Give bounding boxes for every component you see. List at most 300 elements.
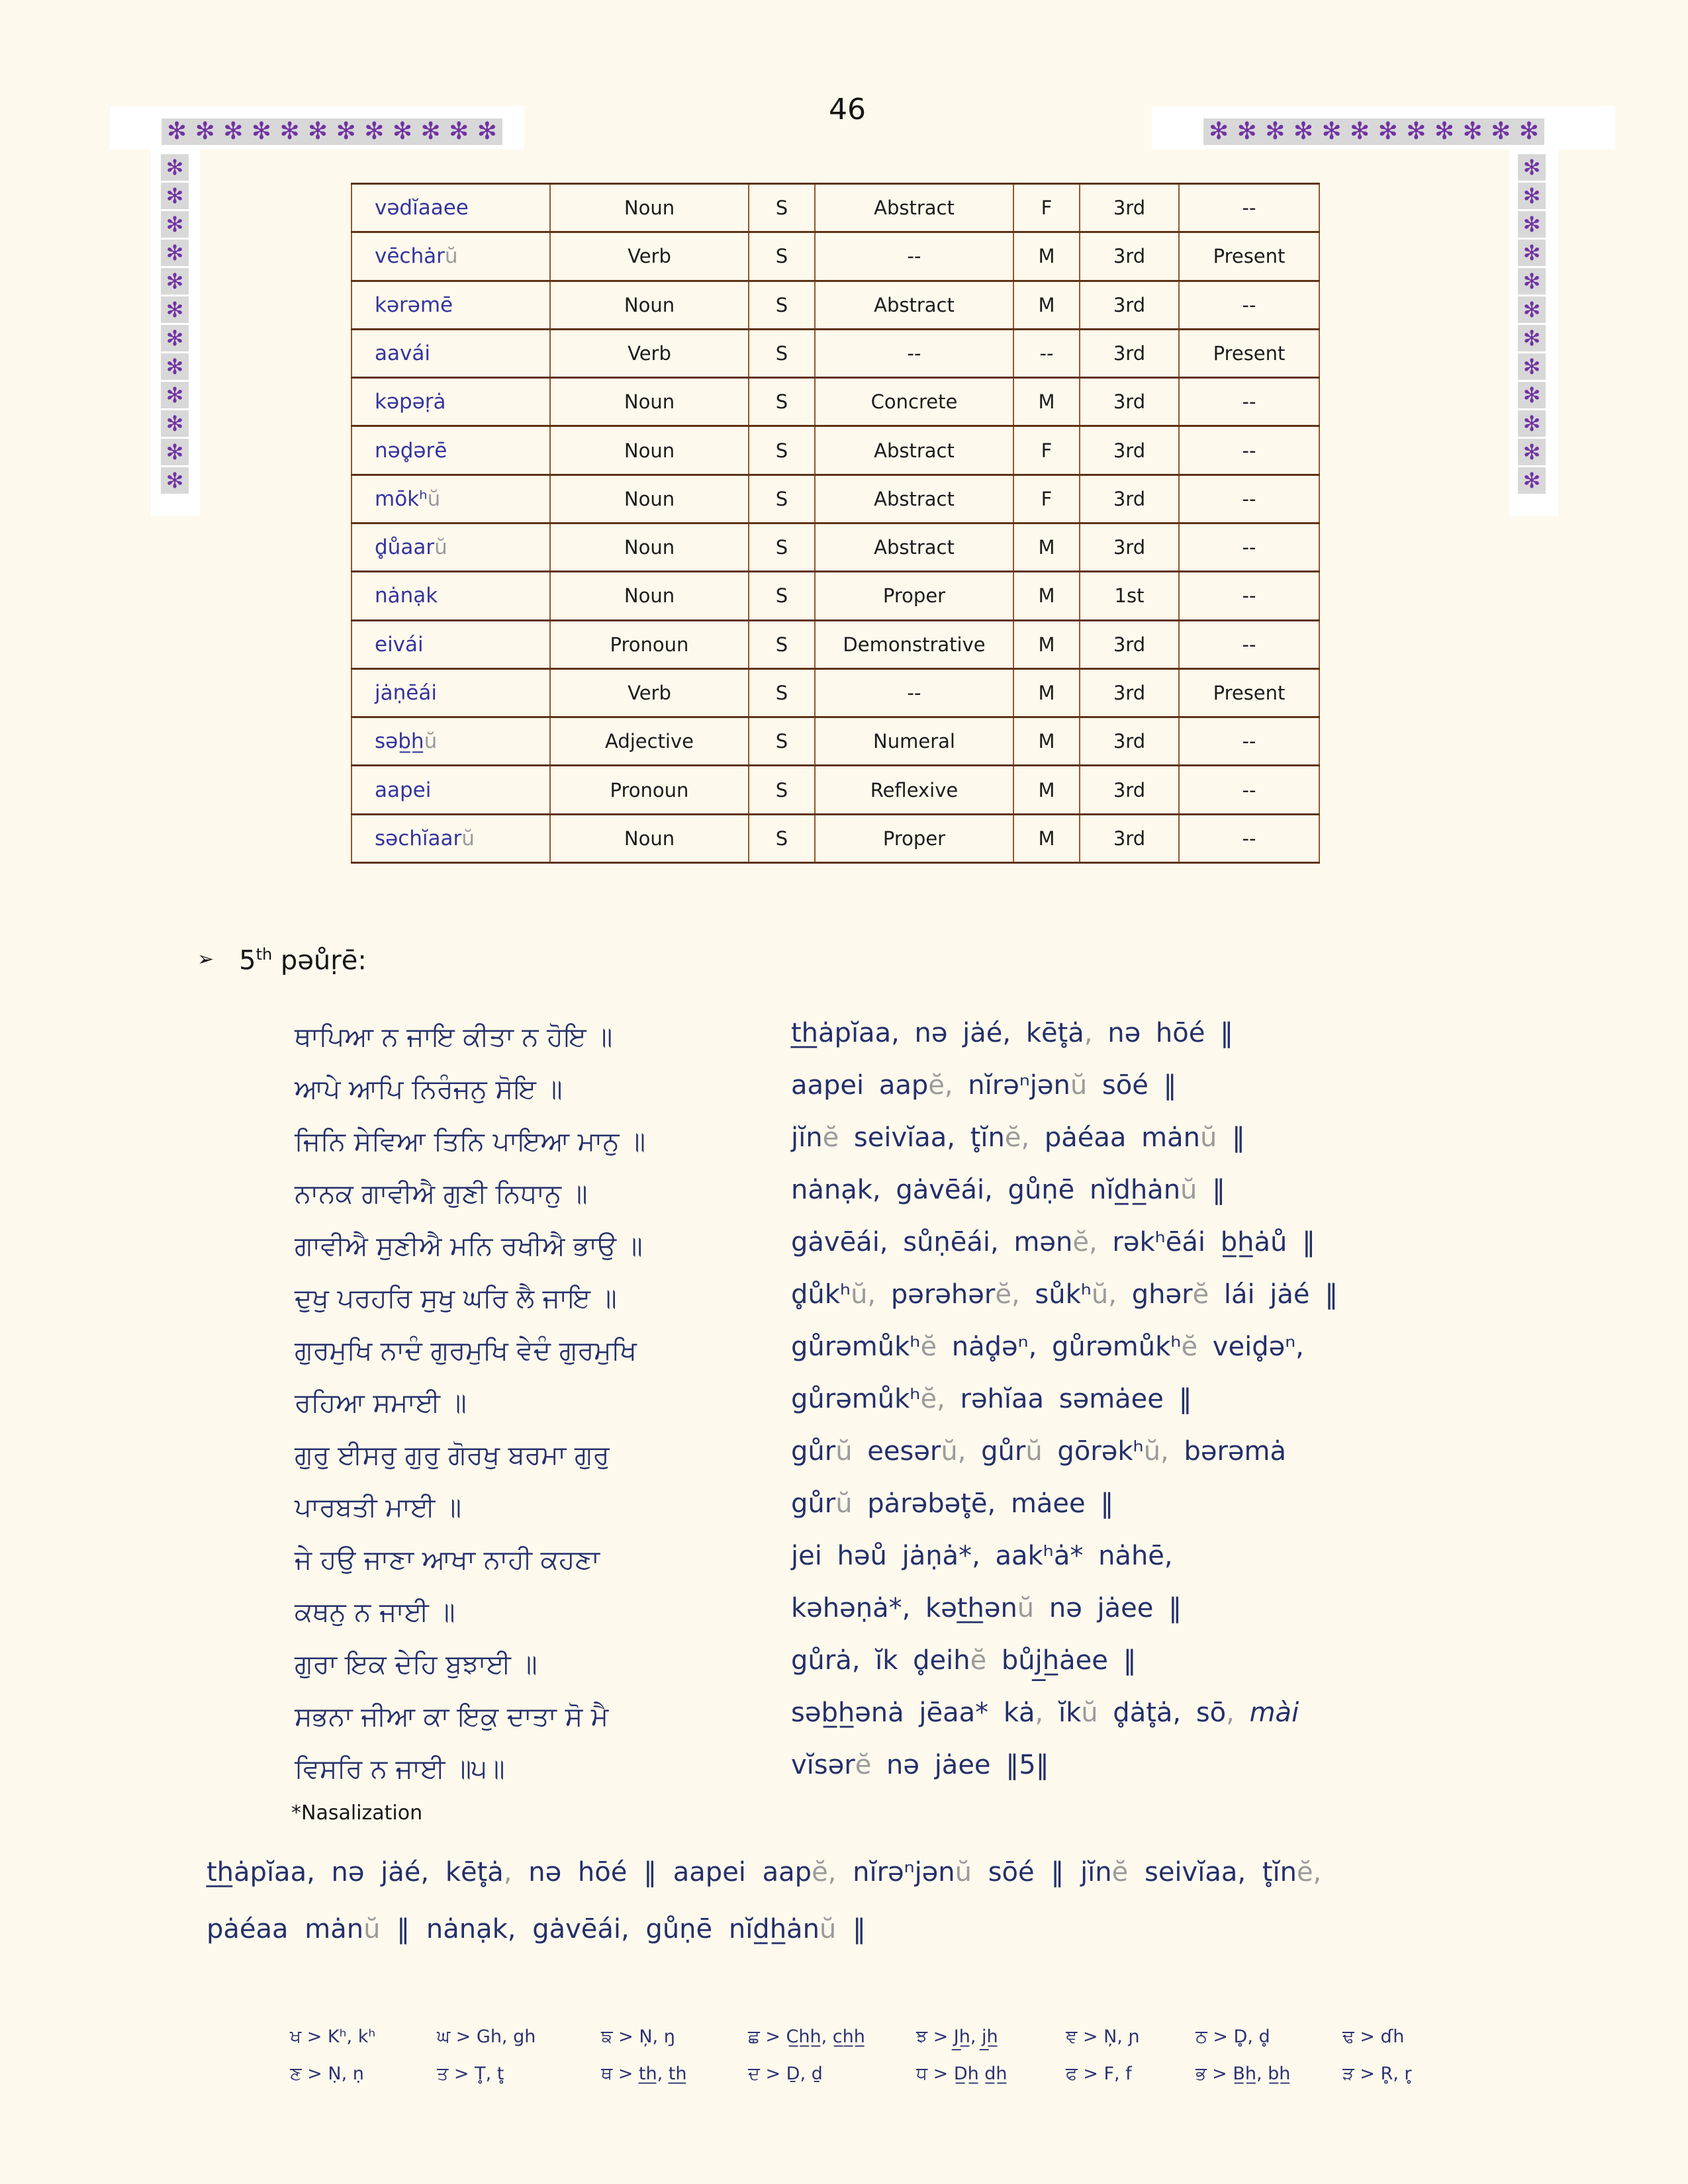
legend-item [1066, 2026, 1196, 2048]
text-segment: ŭ [1025, 1436, 1043, 1467]
flower-cell [161, 410, 189, 437]
flower-cell [1518, 439, 1546, 465]
text-segment: ŭ [1180, 1175, 1197, 1205]
flower-cell [161, 467, 189, 494]
number-cell: S [749, 523, 815, 571]
legend-item [1196, 2026, 1342, 2048]
text-segment: ĭk [1043, 1698, 1082, 1728]
verse-line [295, 1436, 1552, 1488]
gender-cell: M [1013, 620, 1080, 668]
flower-icon: ✻ [477, 118, 497, 145]
word-cell [352, 426, 550, 475]
transliteration-text [791, 1384, 1192, 1414]
flower-cell [1518, 467, 1546, 494]
text-segment: ŭ [819, 1914, 837, 1944]
text-segment: nĭrəⁿjən [953, 1070, 1070, 1101]
flower-cell [161, 268, 189, 295]
pos-cell: Verb [550, 232, 749, 281]
flower-icon: ✻ [1491, 118, 1511, 145]
legend-separator: > [1354, 2026, 1381, 2047]
flower-cell [161, 353, 189, 380]
flower-cell [161, 183, 189, 209]
word-cell [352, 668, 550, 717]
verse-line [295, 1384, 1552, 1436]
text-segment: mài [1249, 1698, 1299, 1728]
latin-forms: t̲h̲, t̲h̲ [638, 2064, 687, 2084]
table-row [352, 668, 1319, 717]
legend-grid [290, 2019, 1462, 2093]
gurmukhi-text: ਵਿਸਰਿ ਨ ਜਾਈ ॥੫॥ [295, 1754, 505, 1784]
text-segment: ‖ nȧnạk, gȧvēái, gůṇē nĭd̲h̲ȧn [380, 1914, 820, 1944]
text-segment: bůj̲h̲ȧee ‖ [986, 1645, 1137, 1676]
gurmukhi-letter: ਫ [1066, 2064, 1078, 2084]
flower-cell [161, 325, 189, 351]
gender-cell: F [1013, 475, 1080, 523]
text-segment: kəhəṇȧ*, kət̲h̲ən [791, 1593, 1017, 1623]
gender-cell: M [1013, 717, 1080, 766]
tense-cell: -- [1179, 184, 1319, 232]
text-segment: ĕ [920, 1332, 937, 1362]
category-cell: Abstract [815, 475, 1013, 523]
category-cell: Concrete [815, 378, 1013, 426]
person-cell: 3rd [1080, 281, 1179, 329]
text-segment: ĕ [1192, 1279, 1209, 1310]
flower-icon: ✻ [1523, 326, 1541, 351]
text-segment: ĕ [1181, 1332, 1198, 1362]
flower-icon: ✻ [336, 118, 356, 145]
flower-icon: ✻ [1523, 155, 1541, 180]
text-segment: ŭ [363, 1914, 381, 1944]
text-segment: ĕ [822, 1122, 839, 1153]
category-cell: Numeral [815, 717, 1013, 766]
page-number: 46 [829, 93, 866, 126]
text-segment: kəpəṛȧ [375, 390, 446, 414]
flower-icon: ✻ [279, 118, 300, 145]
text-segment: ŭ [461, 826, 475, 850]
tense-cell: -- [1179, 281, 1319, 329]
gurmukhi-letter: ਤ [437, 2064, 449, 2084]
number-cell: S [749, 668, 815, 717]
text-segment: gůr [791, 1436, 836, 1467]
flower-icon: ✻ [1523, 240, 1541, 265]
gurmukhi-text: ਗਾਵੀਐ ਸੁਣੀਐ ਮਨਿ ਰਖੀਐ ਭਾਉ ॥ [295, 1231, 643, 1261]
gender-cell: M [1013, 378, 1080, 426]
gurmukhi-text: ਗੁਰੁ ਈਸਰੁ ਗੁਰੁ ਗੋਰਖੁ ਬਰਮਾ ਗੁਰੁ [295, 1440, 610, 1471]
flower-icon: ✻ [1265, 118, 1286, 145]
person-cell: 3rd [1080, 378, 1179, 426]
person-cell: 3rd [1080, 717, 1179, 766]
flower-cell [1518, 296, 1546, 323]
gurmukhi-letter: ਢ [1342, 2026, 1354, 2047]
flower-icon: ✻ [1462, 118, 1483, 145]
latin-forms: Ṇ, ṇ [328, 2064, 364, 2084]
latin-forms: R̥, r̥ [1380, 2064, 1412, 2084]
flower-icon: ✻ [223, 118, 244, 145]
person-cell: 3rd [1080, 766, 1179, 814]
text-segment: d̥ůaar [375, 535, 435, 560]
gurmukhi-letter: ਠ [1196, 2026, 1207, 2047]
text-segment: gůr [791, 1488, 836, 1519]
flower-cell [1518, 183, 1546, 209]
category-cell: Reflexive [815, 766, 1013, 814]
gurmukhi-text: ਦੁਖੁ ਪਰਹਰਿ ਸੁਖੁ ਘਰਿ ਲੈ ਜਾਇ ॥ [295, 1283, 617, 1314]
table-row [352, 572, 1319, 620]
legend-item [290, 2064, 437, 2085]
text-segment: gůrəmůkʰ [791, 1332, 921, 1362]
verse-line [295, 1698, 1552, 1750]
flower-icon: ✻ [1523, 297, 1541, 322]
latin-forms: C̲h̲h̲, c̲h̲h̲ [786, 2026, 865, 2047]
text-segment: gȧvēái, sůṇēái, mən [791, 1227, 1073, 1257]
pos-cell: Pronoun [550, 766, 749, 814]
text-segment: nȧd̥əⁿ, gůrəmůkʰ [937, 1332, 1182, 1362]
text-segment: ŭ [1070, 1070, 1088, 1101]
pos-cell: Noun [550, 184, 749, 232]
tense-cell: -- [1179, 766, 1319, 814]
transliteration-text [791, 1488, 1113, 1519]
verse-line [295, 1018, 1552, 1070]
tense-cell: -- [1179, 523, 1319, 571]
latin-forms: Ḏ, ḏ [786, 2064, 823, 2084]
text-segment: ĕ, [928, 1070, 953, 1101]
legend-separator: > [612, 2026, 639, 2047]
transliteration-text [791, 1070, 1177, 1101]
person-cell: 3rd [1080, 232, 1179, 281]
flower-icon: ✻ [165, 155, 184, 180]
flower-cell [1518, 410, 1546, 437]
table-row [352, 620, 1319, 668]
transliteration-text [791, 1541, 1173, 1571]
flower-icon: ✻ [167, 118, 187, 145]
table-row [352, 329, 1319, 377]
flower-icon: ✻ [1523, 354, 1541, 379]
verse-line [295, 1070, 1552, 1122]
gurmukhi-text: ਜੇ ਹਉ ਜਾਣਾ ਆਖਾ ਨਾਹੀ ਕਹਣਾ [295, 1545, 600, 1575]
text-segment: seivĭaa, t̥ĭn [1128, 1857, 1297, 1888]
text-segment [1235, 1698, 1250, 1728]
verse-line [295, 1122, 1552, 1175]
number-cell: S [749, 717, 815, 766]
latin-forms: Gh, gh [476, 2026, 536, 2047]
tense-cell: -- [1179, 814, 1319, 862]
category-cell: -- [815, 329, 1013, 377]
flower-icon: ✻ [1523, 183, 1541, 208]
pos-cell: Noun [550, 475, 749, 523]
category-cell: Demonstrative [815, 620, 1013, 668]
gurmukhi-text: ਨਾਨਕ ਗਾਵੀਐ ਗੁਣੀ ਨਿਧਾਨੁ ॥ [295, 1179, 588, 1209]
text-segment: nəd̥ərē [375, 438, 447, 463]
flower-icon: ✻ [1523, 269, 1541, 294]
flower-icon: ✻ [165, 411, 184, 436]
flower-icon: ✻ [1523, 468, 1541, 493]
category-cell: Abstract [815, 281, 1013, 329]
legend-item [916, 2026, 1066, 2048]
text-segment: vədĭaaee [375, 196, 469, 220]
gender-cell: M [1013, 572, 1080, 620]
pos-cell: Noun [550, 378, 749, 426]
number-cell: S [749, 426, 815, 475]
verse-line [295, 1750, 1552, 1802]
gender-cell: M [1013, 766, 1080, 814]
tense-cell: Present [1179, 329, 1319, 377]
number-cell: S [749, 572, 815, 620]
gurmukhi-letter: ਞ [1066, 2026, 1078, 2047]
category-cell: Proper [815, 814, 1013, 862]
word-cell [352, 475, 550, 523]
category-cell: -- [815, 668, 1013, 717]
text-segment: səb̲h̲ [375, 729, 424, 754]
text-segment: nȧnạk, gȧvēái, gůṇē nĭd̲h̲ȧn [791, 1175, 1181, 1205]
pos-cell: Noun [550, 426, 749, 475]
text-segment: səchĭaar [375, 826, 462, 850]
legend-separator: > [759, 2064, 786, 2084]
transliteration-text [791, 1698, 1299, 1728]
category-cell: Abstract [815, 184, 1013, 232]
text-segment: ŭ [427, 486, 441, 511]
grammar-analysis-table [351, 183, 1320, 864]
text-segment: sōé ‖ [1087, 1070, 1177, 1101]
gurmukhi-text: ਕਥਨੁ ਨ ਜਾਈ ॥ [295, 1597, 455, 1627]
transliteration-text [791, 1122, 1245, 1153]
verse-line [295, 1332, 1552, 1384]
flower-icon: ✻ [1523, 383, 1541, 408]
flower-icon: ✻ [165, 468, 184, 493]
legend-separator: > [1077, 2026, 1104, 2047]
text-segment: ĕ, [920, 1384, 945, 1414]
flower-cell [1518, 325, 1546, 351]
text-segment: sůkʰ [1019, 1279, 1092, 1310]
gender-cell: -- [1013, 329, 1080, 377]
gurmukhi-letter: ਛ [748, 2026, 760, 2047]
text-segment: ĕ, [1072, 1227, 1098, 1257]
gurmukhi-text: ਗੁਰਾ ਇਕ ਦੇਹਿ ਬੁਝਾਈ ॥ [295, 1649, 538, 1680]
table-row [352, 378, 1319, 426]
text-segment: t̲h̲ȧpĭaa, nə jȧé, kēt̥ȧ [207, 1857, 504, 1888]
pos-cell: Adjective [550, 717, 749, 766]
flower-border-left-column [161, 154, 189, 494]
legend-item [748, 2064, 916, 2085]
person-cell: 1st [1080, 572, 1179, 620]
person-cell: 3rd [1080, 814, 1179, 862]
transliteration-text [791, 1018, 1233, 1048]
text-segment: veid̥əⁿ, [1197, 1332, 1304, 1362]
text-segment: mōkʰ [375, 486, 428, 511]
analysis-table-body [352, 184, 1319, 863]
text-segment: vēchȧr [375, 244, 445, 269]
legend-separator: > [759, 2026, 786, 2047]
flower-icon: ✻ [165, 326, 184, 351]
text-segment: , [503, 1857, 512, 1888]
flower-icon: ✻ [195, 118, 215, 145]
text-segment: ĕ [855, 1750, 872, 1780]
text-segment: ŭ, [1143, 1436, 1169, 1467]
pos-cell: Noun [550, 572, 749, 620]
word-cell [352, 572, 550, 620]
pos-cell: Noun [550, 281, 749, 329]
legend-separator: > [301, 2064, 328, 2084]
flower-icon: ✻ [165, 354, 184, 379]
legend-item [1342, 2026, 1462, 2048]
gurmukhi-text: ਆਪੇ ਆਪਿ ਨਿਰੰਜਨੁ ਸੋਇ ॥ [295, 1074, 563, 1105]
verse-line [295, 1645, 1552, 1698]
number-cell: S [749, 281, 815, 329]
latin-forms: Ņ, ɲ [1103, 2026, 1140, 2047]
text-segment: ‖ [836, 1914, 866, 1944]
text-segment: rəkʰēái b̲h̲ȧů ‖ [1097, 1227, 1316, 1257]
verse-line [295, 1175, 1552, 1227]
flower-icon: ✻ [1321, 118, 1342, 145]
text-segment: pȧéaa mȧn [207, 1914, 364, 1944]
flower-cell [161, 439, 189, 465]
legend-separator: > [1206, 2064, 1233, 2084]
gurmukhi-text: ਪਾਰਬਤੀ ਮਾਈ ॥ [295, 1492, 461, 1523]
text-segment: aapei [375, 778, 432, 802]
number-cell: S [749, 620, 815, 668]
latin-forms: J̲h̲, j̲h̲ [953, 2026, 998, 2047]
flower-cell [161, 382, 189, 408]
legend-item [601, 2064, 748, 2085]
gender-cell: F [1013, 184, 1080, 232]
verse-line [295, 1593, 1552, 1645]
word-cell [352, 378, 550, 426]
table-row [352, 232, 1319, 281]
text-segment: eivái [375, 632, 424, 657]
text-segment: ĕ, [1296, 1857, 1322, 1888]
text-segment: nȧnạk [375, 584, 438, 608]
flower-icon: ✻ [165, 240, 184, 265]
flower-icon: ✻ [251, 118, 271, 145]
category-cell: -- [815, 232, 1013, 281]
word-cell [352, 232, 550, 281]
latin-forms: ɗh [1380, 2026, 1405, 2047]
text-segment: jȧṇēái [375, 680, 437, 705]
text-segment: səb̲h̲ənȧ jēaa* kȧ [791, 1698, 1035, 1728]
gurmukhi-letter: ੜ [1342, 2064, 1354, 2084]
text-segment: aavái [375, 341, 430, 365]
flower-icon: ✻ [1406, 118, 1427, 145]
flower-border-top-left [162, 118, 502, 145]
text-segment: ŭ [424, 729, 438, 754]
legend-item [1342, 2064, 1462, 2085]
legend-item [437, 2026, 601, 2048]
pos-cell: Verb [550, 329, 749, 377]
text-segment: ĕ, [812, 1857, 837, 1888]
text-segment: lái jȧé ‖ [1209, 1279, 1338, 1310]
latin-forms: F, f [1103, 2064, 1132, 2084]
table-row [352, 475, 1319, 523]
transliteration-text [791, 1750, 1049, 1780]
flower-icon: ✻ [1237, 118, 1257, 145]
text-segment: nə hōé ‖ [1092, 1018, 1234, 1048]
gurmukhi-letter: ਣ [290, 2064, 302, 2084]
text-segment: t̲h̲ȧpĭaa, nə jȧé, kēt̥ȧ [791, 1018, 1084, 1048]
text-segment: rəhĭaa səmȧee ‖ [945, 1384, 1192, 1414]
flower-cell [1518, 154, 1546, 181]
flower-cell [1518, 211, 1546, 238]
text-segment: , [1226, 1698, 1235, 1728]
text-segment: ŭ, [1091, 1279, 1117, 1310]
tense-cell: -- [1179, 475, 1319, 523]
flower-icon: ✻ [165, 212, 184, 237]
text-segment: vĭsər [791, 1750, 855, 1780]
paragraph-line-2 [207, 1914, 866, 1944]
flower-cell [1518, 382, 1546, 408]
verse-block [295, 1018, 1552, 1852]
gurmukhi-letter: ਙ [601, 2026, 613, 2047]
person-cell: 3rd [1080, 523, 1179, 571]
verse-line [295, 1279, 1552, 1332]
table-row [352, 426, 1319, 475]
text-segment: ŭ [444, 244, 458, 269]
text-segment: pȧéaa mȧn [1029, 1122, 1200, 1153]
text-segment: ŭ [955, 1857, 972, 1888]
section-heading [197, 945, 367, 976]
word-cell [352, 766, 550, 814]
number-cell: S [749, 475, 815, 523]
gender-cell: M [1013, 668, 1080, 717]
latin-forms: D̥, d̥ [1233, 2026, 1270, 2047]
text-segment: ŭ [434, 535, 447, 560]
legend-item [1196, 2064, 1342, 2085]
tense-cell: -- [1179, 572, 1319, 620]
flower-icon: ✻ [1434, 118, 1455, 145]
text-segment: pȧrəbət̥ē, mȧee ‖ [852, 1488, 1114, 1519]
legend-separator: > [448, 2064, 475, 2084]
number-cell: S [749, 814, 815, 862]
transliteration-text [791, 1436, 1286, 1467]
transliteration-text [791, 1279, 1338, 1310]
gurmukhi-letter: ਭ [1196, 2064, 1207, 2084]
latin-forms: D̲h̲ d̲h̲ [953, 2064, 1008, 2084]
flower-cell [161, 211, 189, 238]
category-cell: Proper [815, 572, 1013, 620]
text-segment: gůrəmůkʰ [791, 1384, 921, 1414]
text-segment: aapei aap [791, 1070, 929, 1101]
text-segment: ŭ, [851, 1279, 876, 1310]
gender-cell: M [1013, 232, 1080, 281]
gurmukhi-text: ਸਭਨਾ ਜੀਆ ਕਾ ਇਕੁ ਦਾਤਾ ਸੋ ਮੈ [295, 1702, 609, 1732]
gender-cell: M [1013, 523, 1080, 571]
word-cell [352, 281, 550, 329]
verse-line [295, 1488, 1552, 1541]
latin-forms: Kʰ, kʰ [327, 2026, 376, 2047]
number-cell: S [749, 329, 815, 377]
text-segment: ŭ [1199, 1122, 1217, 1153]
legend-separator: > [1354, 2064, 1381, 2084]
pos-cell: Pronoun [550, 620, 749, 668]
number-cell: S [749, 232, 815, 281]
text-segment: ĕ, [995, 1279, 1020, 1310]
text-segment: nə hōé ‖ aapei aap [512, 1857, 812, 1888]
legend-separator: > [927, 2026, 954, 2047]
text-segment: , [1035, 1698, 1044, 1728]
gurmukhi-text: ਥਾਪਿਆ ਨ ਜਾਇ ਕੀਤਾ ਨ ਹੋਇ ॥ [295, 1022, 613, 1052]
gurmukhi-letter: ਖ [290, 2026, 302, 2047]
heading-ordinal-suffix: th [256, 945, 273, 964]
text-segment: ‖ [1217, 1122, 1246, 1153]
paragraph-line-1 [207, 1857, 1321, 1888]
text-segment: ŭ [1017, 1593, 1035, 1623]
text-segment: kərəmē [375, 293, 453, 317]
flower-icon: ✻ [165, 439, 184, 465]
legend-item [290, 2026, 437, 2048]
gurmukhi-text: ਜਿਨਿ ਸੇਵਿਆ ਤਿਨਿ ਪਾਇਆ ਮਾਨੁ ॥ [295, 1126, 646, 1157]
legend-separator: > [450, 2026, 477, 2047]
legend-separator: > [612, 2064, 639, 2084]
legend-separator: > [1207, 2026, 1234, 2047]
text-segment: jĭn [791, 1122, 823, 1153]
word-cell [352, 523, 550, 571]
